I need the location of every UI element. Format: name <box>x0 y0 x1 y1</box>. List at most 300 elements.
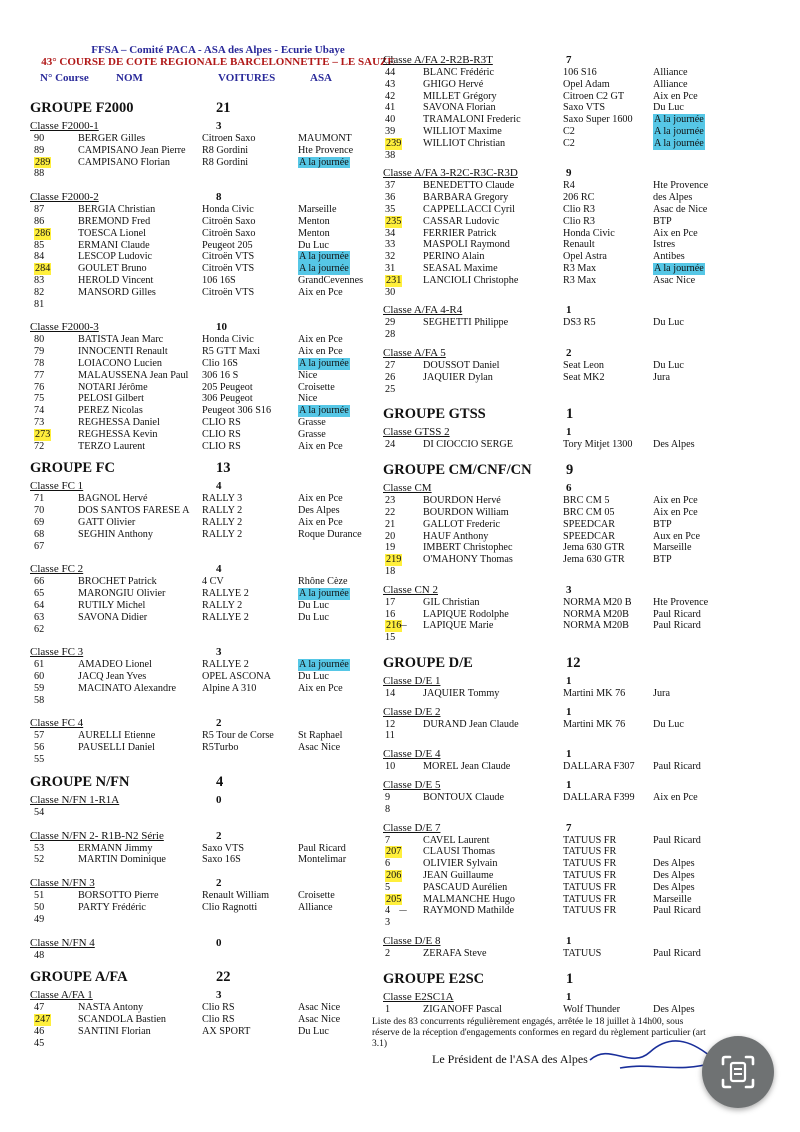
race-number: 73 <box>34 416 45 428</box>
driver-name: DURAND Jean Claude <box>423 718 519 730</box>
car-model: DS3 R5 <box>563 317 596 329</box>
footer-signature-line: Le Président de l'ASA des Alpes <box>432 1052 588 1066</box>
asa-club: GrandCevennes <box>298 274 364 286</box>
driver-name: BENEDETTO Claude <box>423 180 515 192</box>
driver-name: ZIGANOFF Pascal <box>423 1003 502 1015</box>
race-number: 31 <box>385 262 396 274</box>
race-number: 41 <box>385 102 396 114</box>
handwritten-mark-icon: ⏤ <box>399 620 407 632</box>
class-name: Classe A/FA 5 <box>383 346 446 359</box>
race-number: 72 <box>34 440 45 452</box>
group-name: GROUPE CM/CNF/CN <box>383 462 532 479</box>
car-model: 205 Peugeot <box>202 381 253 393</box>
entry-row <box>383 263 723 275</box>
race-number: 8 <box>385 803 391 815</box>
driver-name: PARTY Frédéric <box>78 902 146 914</box>
entry-row <box>30 287 380 299</box>
entry-row <box>383 102 723 114</box>
car-model: Honda Civic <box>563 227 615 239</box>
car-model: RALLY 2 <box>202 528 243 540</box>
class-count: 2 <box>566 346 572 359</box>
car-model: Citroën VTS <box>202 263 255 275</box>
car-model: TATUUS FR <box>563 893 617 905</box>
class-heading <box>383 347 723 360</box>
car-model: Clio RS <box>202 1002 235 1014</box>
race-number: 66 <box>34 576 45 588</box>
race-number: 81 <box>34 298 45 310</box>
entry-row <box>30 145 380 157</box>
entry-row <box>383 287 723 299</box>
class-name: Classe A/FA 3-R2C-R3C-R3D <box>383 167 518 180</box>
driver-name: NOTARI Jérôme <box>78 381 148 393</box>
entry-row <box>383 138 723 150</box>
entry-row <box>383 439 723 451</box>
race-number: 50 <box>34 902 45 914</box>
race-number: 17 <box>385 596 396 608</box>
entry-row <box>30 914 380 926</box>
asa-club: A la journée <box>299 357 349 369</box>
class-name: Classe N/FN 1-R1A <box>30 793 120 806</box>
asa-club: Aix en Pce <box>298 682 343 694</box>
driver-name: SANTINI Florian <box>78 1026 151 1038</box>
asa-club: Du Luc <box>298 671 329 683</box>
race-number: 76 <box>34 381 45 393</box>
race-number: 61 <box>34 659 45 671</box>
entry-row <box>383 761 723 773</box>
class-name: Classe D/E 2 <box>383 705 441 718</box>
group-count: 12 <box>566 654 581 671</box>
asa-club: Du Luc <box>298 599 329 611</box>
driver-name: MOREL Jean Claude <box>423 761 511 773</box>
entry-row <box>383 597 723 609</box>
race-number: 35 <box>385 203 396 215</box>
asa-club: Aix en Pce <box>298 440 343 452</box>
asa-club: A la journée <box>299 405 349 417</box>
asa-club: Istres <box>653 239 676 251</box>
entry-row <box>30 204 380 216</box>
asa-club: A la journée <box>654 262 704 274</box>
asa-club: Aix en Pce <box>298 516 343 528</box>
driver-name: LAPIQUE Rodolphe <box>423 608 509 620</box>
group-name: GROUPE A/FA <box>30 969 128 986</box>
entry-row <box>383 905 723 917</box>
race-number: 6 <box>385 858 391 870</box>
car-model: R8 Gordini <box>202 144 249 156</box>
entry-row <box>383 1004 723 1016</box>
race-number: 273 <box>35 428 51 440</box>
driver-name: AURELLI Etienne <box>78 730 156 742</box>
driver-name: HAUF Anthony <box>423 530 489 542</box>
entry-row <box>383 317 723 329</box>
asa-club: Des Alpes <box>653 1003 695 1015</box>
class-name: Classe A/FA 2-R2B-R3T <box>383 54 493 66</box>
class-heading <box>383 748 723 761</box>
entry-row <box>383 846 723 858</box>
asa-club: Jura <box>653 687 670 699</box>
driver-name: JAQUIER Dylan <box>423 371 493 383</box>
entry-row <box>383 858 723 870</box>
car-model: 306 16 S <box>202 369 239 381</box>
driver-name: PELOSI Gilbert <box>78 393 144 405</box>
driver-name: BAGNOL Hervé <box>78 493 148 505</box>
class-count: 9 <box>566 167 572 180</box>
class-heading <box>30 937 380 950</box>
race-number: 207 <box>386 846 402 858</box>
entry-row <box>30 576 380 588</box>
car-model: R8 Gordini <box>202 156 249 168</box>
car-model: R3 Max <box>563 262 597 274</box>
class-name: Classe N/FN 2- R1B-N2 Série <box>30 829 164 842</box>
race-number: 33 <box>385 239 396 251</box>
car-model: NORMA M20 B <box>563 596 632 608</box>
entry-row <box>30 370 380 382</box>
race-number: 88 <box>34 168 45 180</box>
race-number: 44 <box>385 67 396 78</box>
car-model: Clio R3 <box>563 203 595 215</box>
group-count: 21 <box>216 100 231 116</box>
driver-name: REGHESSA Kevin <box>78 428 158 440</box>
driver-name: INNOCENTI Renault <box>78 346 168 358</box>
entry-row <box>30 730 380 742</box>
driver-name: GOULET Bruno <box>78 263 147 275</box>
asa-club: Paul Ricard <box>653 948 701 960</box>
race-number: 37 <box>385 180 396 192</box>
car-model: RALLYE 2 <box>202 659 249 671</box>
class-name: Classe A/FA 1 <box>30 989 93 1002</box>
race-number: 48 <box>34 949 45 961</box>
group-heading <box>30 967 380 987</box>
race-number: 53 <box>34 842 45 854</box>
class-count: 2 <box>216 829 222 842</box>
car-model: C2 <box>563 125 575 137</box>
class-count: 1 <box>566 304 572 317</box>
driver-name: SEASAL Maxime <box>423 262 498 274</box>
entry-row <box>30 890 380 902</box>
class-count: 1 <box>566 748 572 761</box>
class-count: 4 <box>216 563 222 576</box>
asa-club: Aix en Pce <box>653 495 698 507</box>
entry-row <box>383 91 723 103</box>
car-model: CLIO RS <box>202 440 241 452</box>
driver-name: DOUSSOT Daniel <box>423 359 500 371</box>
class-heading <box>383 584 723 597</box>
entry-row <box>30 612 380 624</box>
entry-row <box>30 671 380 683</box>
driver-name: CAVEL Laurent <box>423 834 490 846</box>
race-number: 38 <box>385 149 396 161</box>
car-model: TATUUS FR <box>563 870 617 882</box>
race-number: 55 <box>34 754 45 766</box>
race-number: 67 <box>34 540 45 552</box>
driver-name: MARTIN Dominique <box>78 854 166 866</box>
race-number: 47 <box>34 1002 45 1014</box>
car-model: TATUUS FR <box>563 846 617 858</box>
asa-club: Aix en Pce <box>653 506 698 518</box>
asa-club: Marseille <box>653 893 692 905</box>
asa-club: des Alpes <box>653 192 693 204</box>
class-count: 1 <box>566 426 572 439</box>
class-heading <box>30 563 380 576</box>
class-name: Classe D/E 1 <box>383 674 441 687</box>
driver-name: SEGHETTI Philippe <box>423 317 509 329</box>
car-model: CLIO RS <box>202 428 241 440</box>
race-number: 235 <box>386 215 402 227</box>
asa-club: Asac Nice <box>653 274 696 286</box>
group-block <box>383 404 723 451</box>
asa-club: Du Luc <box>653 718 684 730</box>
driver-name: DOS SANTOS FARESE A <box>78 505 190 517</box>
race-number: 11 <box>385 730 395 742</box>
asa-club: Aux en Pce <box>653 530 700 542</box>
driver-name: PASCAUD Aurélien <box>423 881 508 893</box>
driver-name: GIL Christian <box>423 596 480 608</box>
driver-name: LAPIQUE Marie <box>423 620 494 632</box>
class-count: 3 <box>216 989 222 1002</box>
entry-row <box>383 204 723 216</box>
asa-club: Du Luc <box>298 239 329 251</box>
class-name: Classe N/FN 4 <box>30 936 95 949</box>
entry-row <box>383 180 723 192</box>
entry-row <box>383 239 723 251</box>
driver-name: LESCOP Ludovic <box>78 251 153 263</box>
driver-name: MACINATO Alexandre <box>78 682 176 694</box>
asa-club: Grasse <box>298 416 326 428</box>
race-number: 63 <box>34 611 45 623</box>
race-number: 4 <box>385 905 391 917</box>
asa-club: Alliance <box>653 67 688 78</box>
class-name: Classe CM <box>383 482 432 495</box>
entry-row <box>383 114 723 126</box>
driver-name: CAPPELLACCI Cyril <box>423 203 515 215</box>
race-number: 7 <box>385 834 391 846</box>
class-heading <box>30 717 380 730</box>
car-model: Clio Ragnotti <box>202 902 258 914</box>
car-model: Seat MK2 <box>563 371 605 383</box>
entry-row <box>30 950 380 962</box>
driver-name: GHIGO Hervé <box>423 78 484 90</box>
driver-name: FERRIER Patrick <box>423 227 497 239</box>
car-model: Citroën Saxo <box>202 227 256 239</box>
race-number: 32 <box>385 251 396 263</box>
car-model: Opel Adam <box>563 78 610 90</box>
asa-club: St Raphael <box>298 730 343 742</box>
race-number: 22 <box>385 506 396 518</box>
car-model: RALLY 2 <box>202 599 243 611</box>
race-number: 247 <box>35 1014 51 1026</box>
car-model: TATUUS FR <box>563 881 617 893</box>
car-model: Citroen Saxo <box>202 133 256 144</box>
group-heading <box>383 460 723 480</box>
driver-name: JACQ Jean Yves <box>78 671 147 683</box>
race-number: 74 <box>34 405 45 417</box>
car-model: Seat Leon <box>563 359 605 371</box>
race-number: 25 <box>385 383 396 395</box>
asa-club: Jura <box>653 371 670 383</box>
entry-row <box>383 192 723 204</box>
car-model: Clio 16S <box>202 357 238 369</box>
class-heading <box>383 167 723 180</box>
driver-name: SAVONA Didier <box>78 611 148 623</box>
scan-document-button[interactable] <box>702 1036 774 1108</box>
class-count: 10 <box>216 321 227 334</box>
race-number: 68 <box>34 528 45 540</box>
entry-row <box>30 659 380 671</box>
asa-club: Montelimar <box>298 854 347 866</box>
group-block <box>383 969 723 1016</box>
car-model: RALLY 3 <box>202 493 243 505</box>
asa-club: Marseille <box>298 204 337 216</box>
footer-note: Liste des 83 concurrents régulièrement engagés, arrêtée le 18 juillet à 14h00, sous réserve de la réception d'engagements conformes en regard du règlement particulier (art 3.1) <box>372 1017 706 1049</box>
asa-club: Aix en Pce <box>298 334 343 346</box>
asa-club: Roque Durance <box>298 528 362 540</box>
entry-row <box>383 495 723 507</box>
race-number: 71 <box>34 493 45 505</box>
asa-club: Paul Ricard <box>653 620 701 632</box>
asa-club: Du Luc <box>653 102 684 114</box>
car-model: Wolf Thunder <box>563 1003 620 1015</box>
entry-row <box>383 882 723 894</box>
class-name: Classe FC 3 <box>30 646 84 659</box>
asa-club: Du Luc <box>653 317 684 329</box>
asa-club: A la journée <box>299 659 349 671</box>
group-block <box>30 772 380 962</box>
entry-row <box>30 346 380 358</box>
driver-name: BOURDON William <box>423 506 509 518</box>
class-heading <box>383 935 723 948</box>
class-heading <box>383 482 723 495</box>
car-model: R4 <box>563 180 575 192</box>
class-count: 1 <box>566 779 572 792</box>
entry-row <box>383 870 723 882</box>
entry-row <box>383 251 723 263</box>
group-name: GROUPE E2SC <box>383 970 485 987</box>
class-heading <box>30 646 380 659</box>
entry-row <box>30 1026 380 1038</box>
driver-name: LANCIOLI Christophe <box>423 274 519 286</box>
class-heading <box>383 675 723 688</box>
entry-row <box>30 299 380 311</box>
race-number: 57 <box>34 730 45 742</box>
entry-row <box>383 542 723 554</box>
asa-club: Asac Nice <box>298 1002 341 1014</box>
race-number: 206 <box>386 870 402 882</box>
race-number: 20 <box>385 530 396 542</box>
car-model: Clio RS <box>202 1014 235 1026</box>
entry-row <box>383 216 723 228</box>
race-number: 23 <box>385 495 396 507</box>
driver-name: CAMPISANO Jean Pierre <box>78 144 186 156</box>
group-heading <box>30 98 380 118</box>
race-number: 36 <box>385 192 396 204</box>
class-count: 8 <box>216 191 222 204</box>
entry-row <box>30 133 380 145</box>
asa-club: Des Alpes <box>653 439 695 451</box>
entry-row <box>30 624 380 636</box>
driver-name: IMBERT Christophec <box>423 542 513 554</box>
race-number: 77 <box>34 369 45 381</box>
group-name: GROUPE GTSS <box>383 406 486 423</box>
entry-row <box>383 228 723 240</box>
entry-row <box>30 854 380 866</box>
asa-club: Des Alpes <box>653 870 695 882</box>
race-number: 51 <box>34 890 45 902</box>
car-model: RALLYE 2 <box>202 588 249 600</box>
class-count: 0 <box>216 793 222 806</box>
asa-club: Aix en Pce <box>298 346 343 358</box>
group-heading <box>383 653 723 673</box>
header-line1: FFSA – Comité PACA - ASA des Alpes - Ecurie Ubaye <box>91 44 345 56</box>
class-count: 1 <box>566 674 572 687</box>
entry-row <box>383 730 723 742</box>
asa-club: Nice <box>298 393 318 405</box>
car-model: 206 RC <box>563 192 595 204</box>
race-number: 5 <box>385 881 391 893</box>
class-heading <box>30 191 380 204</box>
car-model: Saxo VTS <box>563 102 605 114</box>
asa-club: Paul Ricard <box>298 842 346 854</box>
asa-club: Asac Nice <box>298 742 341 754</box>
race-number: 45 <box>34 1037 45 1049</box>
asa-club: Asac Nice <box>298 1014 341 1026</box>
entry-row <box>30 251 380 263</box>
race-number: 216 <box>386 620 402 632</box>
driver-name: SCANDOLA Bastien <box>78 1014 167 1026</box>
class-count: 7 <box>566 54 572 66</box>
car-model: OPEL ASCONA <box>202 671 271 683</box>
race-number: 70 <box>34 505 45 517</box>
entry-row <box>383 67 723 79</box>
class-count: 6 <box>566 482 572 495</box>
driver-name: JEAN Guillaume <box>423 870 494 882</box>
asa-club: A la journée <box>299 588 349 600</box>
asa-club: Du Luc <box>653 359 684 371</box>
group-name: GROUPE F2000 <box>30 100 134 116</box>
entry-row <box>383 566 723 578</box>
group-block <box>30 967 380 1049</box>
asa-club: Aix en Pce <box>298 493 343 505</box>
asa-club: Asac de Nice <box>653 203 708 215</box>
entry-row <box>30 529 380 541</box>
entry-row <box>30 275 380 287</box>
driver-name: OLIVIER Sylvain <box>423 858 498 870</box>
race-number: 65 <box>34 588 45 600</box>
race-number: 75 <box>34 393 45 405</box>
entry-row <box>30 240 380 252</box>
driver-name: PEREZ Nicolas <box>78 405 143 417</box>
group-count: 1 <box>566 406 574 423</box>
entry-row <box>30 228 380 240</box>
car-model: Citroën VTS <box>202 251 255 263</box>
asa-club: Du Luc <box>298 611 329 623</box>
class-name: Classe N/FN 3 <box>30 877 95 890</box>
race-number: 60 <box>34 671 45 683</box>
car-model: Clio R3 <box>563 215 595 227</box>
car-model: R5 GTT Maxi <box>202 346 261 358</box>
race-number: 24 <box>385 439 396 451</box>
asa-club: Menton <box>298 227 330 239</box>
class-heading <box>30 120 380 133</box>
entry-row <box>383 554 723 566</box>
driver-name: RUTILY Michel <box>78 599 146 611</box>
race-number: 69 <box>34 516 45 528</box>
entry-row <box>383 632 723 644</box>
entry-row <box>383 360 723 372</box>
class-count: 2 <box>216 717 222 730</box>
driver-name: WILLIOT Maxime <box>423 125 502 137</box>
asa-club: Hte Provence <box>653 180 709 192</box>
driver-name: ERMANI Claude <box>78 239 150 251</box>
asa-club: Hte Provence <box>653 596 709 608</box>
